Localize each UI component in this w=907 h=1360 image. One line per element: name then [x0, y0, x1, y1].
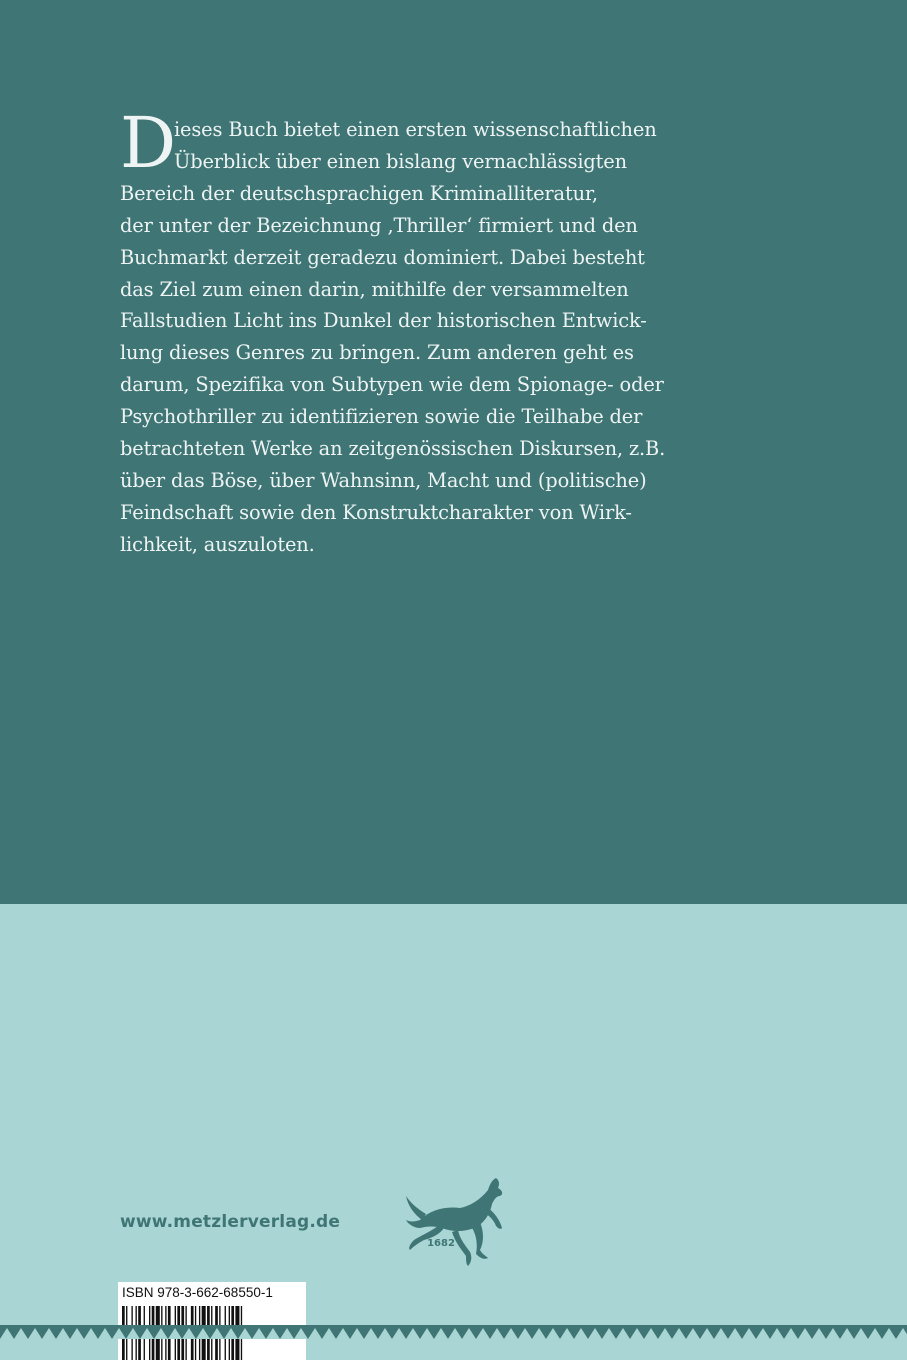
- blurb-line: Bereich der deutschsprachigen Kriminalliteratur,: [120, 181, 598, 205]
- blurb-line: Buchmarkt derzeit geradezu dominiert. Dabei besteht: [120, 245, 645, 269]
- blurb-line: betrachteten Werke an zeitgenössischen Diskursen, z.B.: [120, 437, 666, 461]
- blurb-line: darum, Spezifika von Subtypen wie dem Spionage- oder: [120, 373, 664, 397]
- blurb-text: [120, 114, 720, 561]
- blurb-line: lung dieses Genres zu bringen. Zum anderen geht es: [120, 341, 634, 365]
- publisher-website-link[interactable]: www.metzlerverlag.de: [120, 1212, 341, 1232]
- blurb-line: Fallstudien Licht ins Dunkel der historischen Entwick-: [120, 309, 647, 333]
- blurb-line: Psychothriller zu identifizieren sowie die Teilhabe der: [120, 405, 643, 429]
- leaping-horse-icon: [400, 1170, 520, 1280]
- blurb-line: über das Böse, über Wahnsinn, Macht und (politische): [120, 468, 647, 492]
- blurb-line: lichkeit, auszuloten.: [120, 532, 315, 556]
- decorative-border: [0, 1325, 907, 1339]
- blurb-line: Feindschaft sowie den Konstruktcharakter von Wirk-: [120, 500, 632, 524]
- blurb-line: das Ziel zum einen darin, mithilfe der versammelten: [120, 277, 629, 301]
- isbn-label: ISBN 978-3-662-68550-1: [122, 1285, 273, 1300]
- isbn-block: [118, 1282, 306, 1360]
- blurb-line: ieses Buch bietet einen ersten wissenschaftlichen: [174, 118, 657, 141]
- blurb-line: der unter der Bezeichnung ‚Thriller‘ firmiert und den: [120, 213, 638, 237]
- logo-year: 1682: [427, 1238, 455, 1249]
- drop-cap: D: [120, 102, 177, 184]
- blurb-line: Überblick über einen bislang vernachlässigten: [174, 149, 627, 173]
